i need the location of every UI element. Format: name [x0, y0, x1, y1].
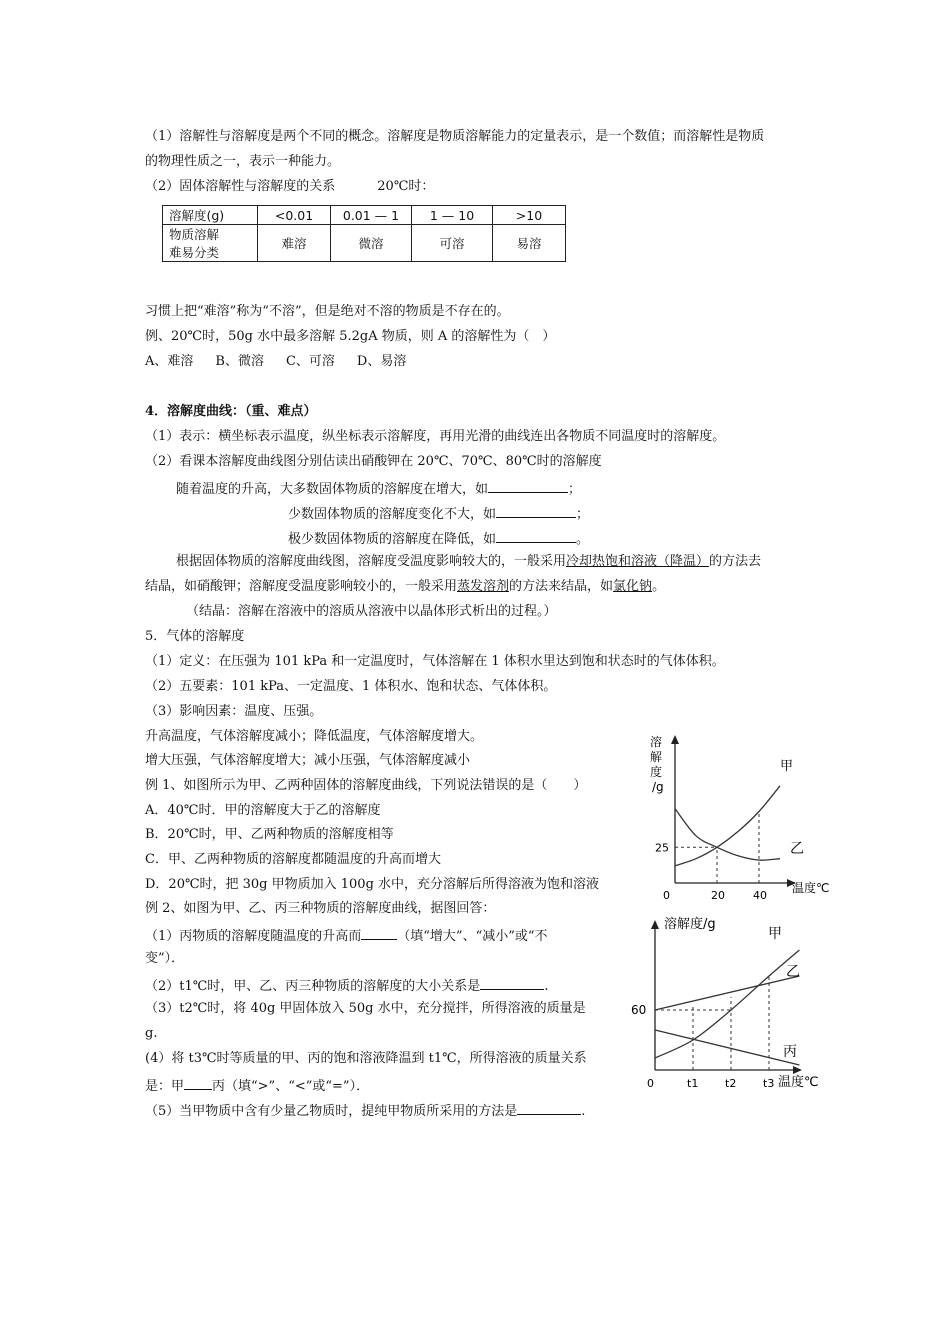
example-2-q4: (4）将 t3℃时等质量的甲、丙的饱和溶液降温到 t1℃，所得溶液的质量关系	[145, 1051, 587, 1066]
fill-blank[interactable]	[480, 975, 544, 990]
sec4-line-2: （2）看课本溶解度曲线图分别估读出硝酸钾在 20℃、70℃、80℃时的溶解度	[145, 454, 602, 469]
curve-甲	[655, 950, 799, 1058]
table-header-solubility: 溶解度(g)	[163, 206, 258, 225]
section-4-title: 4．溶解度曲线：（重、难点）	[145, 404, 317, 419]
para-solubility-concept-2: 的物理性质之一，表示一种能力。	[145, 154, 341, 169]
table-cell: <0.01	[258, 206, 331, 225]
x-tick-20: 20	[711, 889, 725, 902]
table-cell: 易溶	[493, 225, 566, 262]
sec4-line-3: 随着温度的升高，大多数固体物质的溶解度在增大，如 ；	[176, 478, 581, 499]
y-axis-arrow	[671, 735, 679, 744]
example-2-q3-unit: g.	[145, 1026, 158, 1041]
sec5-line-1: （1）定义：在压强为 101 kPa 和一定温度时，气体溶解在 1 体积水里达到饱和状态时的气体体积。	[145, 654, 725, 669]
example-0-options: A、难溶 B、微溶 C、可溶 D、易溶	[145, 354, 407, 369]
example-1-option-c: C．甲、乙两种物质的溶解度都随温度的升高而增大	[145, 852, 441, 867]
x-tick-0: 0	[647, 1077, 654, 1090]
y-axis-arrow	[651, 920, 659, 929]
x-axis-label: 温度℃	[792, 881, 830, 895]
table-cell: 0.01 — 1	[331, 206, 412, 225]
sec4-line-4: 少数固体物质的溶解度变化不大，如 ；	[288, 503, 589, 524]
x-tick-40: 40	[753, 889, 767, 902]
table-cell: 可溶	[412, 225, 493, 262]
y-label-4: /g	[652, 780, 664, 794]
x-tick-t3: t3	[763, 1077, 775, 1090]
y-label-1: 溶	[650, 735, 663, 749]
table-cell: 1 — 10	[412, 206, 493, 225]
example-2-q2: （2）t1℃时，甲、乙、丙三种物质的溶解度的大小关系是 .	[145, 975, 548, 996]
example-2-q1-cont: 变”）．	[145, 951, 185, 966]
example-2-q4-cont: 是：甲 丙（填“>”、“<”或“=”）．	[145, 1075, 369, 1096]
example-0-question: 例、20℃时，50g 水中最多溶解 5.2gA 物质，则 A 的溶解性为（ ）	[145, 329, 556, 344]
curve-丙	[655, 1030, 799, 1065]
y-tick-25: 25	[655, 841, 669, 855]
y-tick-60: 60	[631, 1003, 647, 1017]
fill-blank[interactable]	[488, 478, 568, 493]
example-2-q1: （1）丙物质的溶解度随温度的升高而 （填“增大”、“减小”或“不	[145, 925, 548, 946]
series-label-丙: 丙	[783, 1044, 797, 1060]
fill-blank[interactable]	[496, 528, 576, 543]
series-label-乙: 乙	[790, 841, 804, 857]
curve-乙	[675, 809, 780, 861]
example-1-option-b: B．20℃时，甲、乙两种物质的溶解度相等	[145, 827, 394, 842]
solubility-classification-table	[162, 205, 566, 262]
fill-blank[interactable]	[496, 503, 576, 518]
example-2-question: 例 2、如图为甲、乙、丙三种物质的溶解度曲线，据图回答：	[145, 901, 496, 916]
sec5-line-5: 增大压强，气体溶解度增大；减小压强，气体溶解度减小	[145, 753, 471, 768]
sec5-line-3: （3）影响因素：温度、压强。	[145, 704, 323, 719]
table-header-classification-2: 难易分类	[163, 243, 258, 262]
curve-乙	[655, 976, 799, 1010]
example-1-question: 例 1、如图所示为甲、乙两种固体的溶解度曲线，下列说法错误的是（ ）	[145, 778, 587, 793]
series-label-甲: 甲	[768, 926, 782, 942]
sec4-line-5: 极少数固体物质的溶解度在降低，如 。	[288, 528, 589, 549]
x-tick-t1: t1	[687, 1077, 699, 1090]
sec4-line-8: （结晶：溶解在溶液中的溶质从溶液中以晶体形式析出的过程。）	[186, 604, 557, 619]
table-cell: >10	[493, 206, 566, 225]
para-solid-solubility-relation: （2）固体溶解性与溶解度的关系 20℃时：	[145, 179, 435, 194]
sec5-line-2: （2）五要素：101 kPa、一定温度、1 体积水、饱和状态、气体体积。	[145, 679, 557, 694]
fill-blank[interactable]	[184, 1075, 212, 1090]
table-cell: 难溶	[258, 225, 331, 262]
sec4-line-7: 结晶，如硝酸钾；溶解度受温度影响较小的，一般采用蒸发溶剂的方法来结晶，如氯化钠。	[145, 579, 666, 594]
fill-blank[interactable]	[361, 925, 397, 940]
table-cell: 微溶	[331, 225, 412, 262]
x-axis-arrow	[793, 1066, 802, 1074]
x-tick-t2: t2	[725, 1077, 737, 1090]
x-axis-label: 温度℃	[778, 1075, 819, 1090]
para-habit: 习惯上把“难溶”称为“不溶”，但是绝对不溶的物质是不存在的。	[145, 304, 510, 319]
y-label-2: 解	[650, 750, 663, 764]
x-tick-0: 0	[663, 889, 670, 902]
example-1-option-d: D．20℃时，把 30g 甲物质加入 100g 水中，充分溶解后所得溶液为饱和溶液	[145, 877, 600, 892]
solubility-chart-1	[640, 728, 840, 908]
sec5-line-4: 升高温度，气体溶解度减小；降低温度，气体溶解度增大。	[145, 729, 484, 744]
series-label-甲: 甲	[780, 759, 794, 774]
y-label-3: 度	[650, 765, 663, 779]
example-2-q3: （3）t2℃时，将 40g 甲固体放入 50g 水中，充分搅拌，所得溶液的质量是	[145, 1001, 586, 1016]
section-5-title: 5．气体的溶解度	[145, 629, 245, 644]
fill-blank[interactable]	[517, 1100, 581, 1115]
sec4-line-1: （1）表示：横坐标表示温度，纵坐标表示溶解度，再用光滑的曲线连出各物质不同温度时的溶解度。	[145, 429, 726, 444]
para-solubility-concept-1: （1）溶解性与溶解度是两个不同的概念。溶解度是物质溶解能力的定量表示，是一个数值；而溶解性是物质	[145, 129, 765, 144]
example-1-option-a: A．40℃时．甲的溶解度大于乙的溶解度	[145, 803, 381, 818]
curve-甲	[675, 786, 780, 866]
series-label-乙: 乙	[786, 964, 800, 980]
table-header-classification: 物质溶解	[163, 225, 258, 244]
example-2-q5: （5）当甲物质中含有少量乙物质时，提纯甲物质所采用的方法是 .	[145, 1100, 585, 1121]
y-axis-label: 溶解度/g	[664, 917, 716, 932]
solubility-chart-2	[628, 912, 842, 1092]
sec4-line-6: 根据固体物质的溶解度曲线图，溶解度受温度影响较大的，一般采用冷却热饱和溶液（降温）的方法去	[176, 554, 762, 569]
